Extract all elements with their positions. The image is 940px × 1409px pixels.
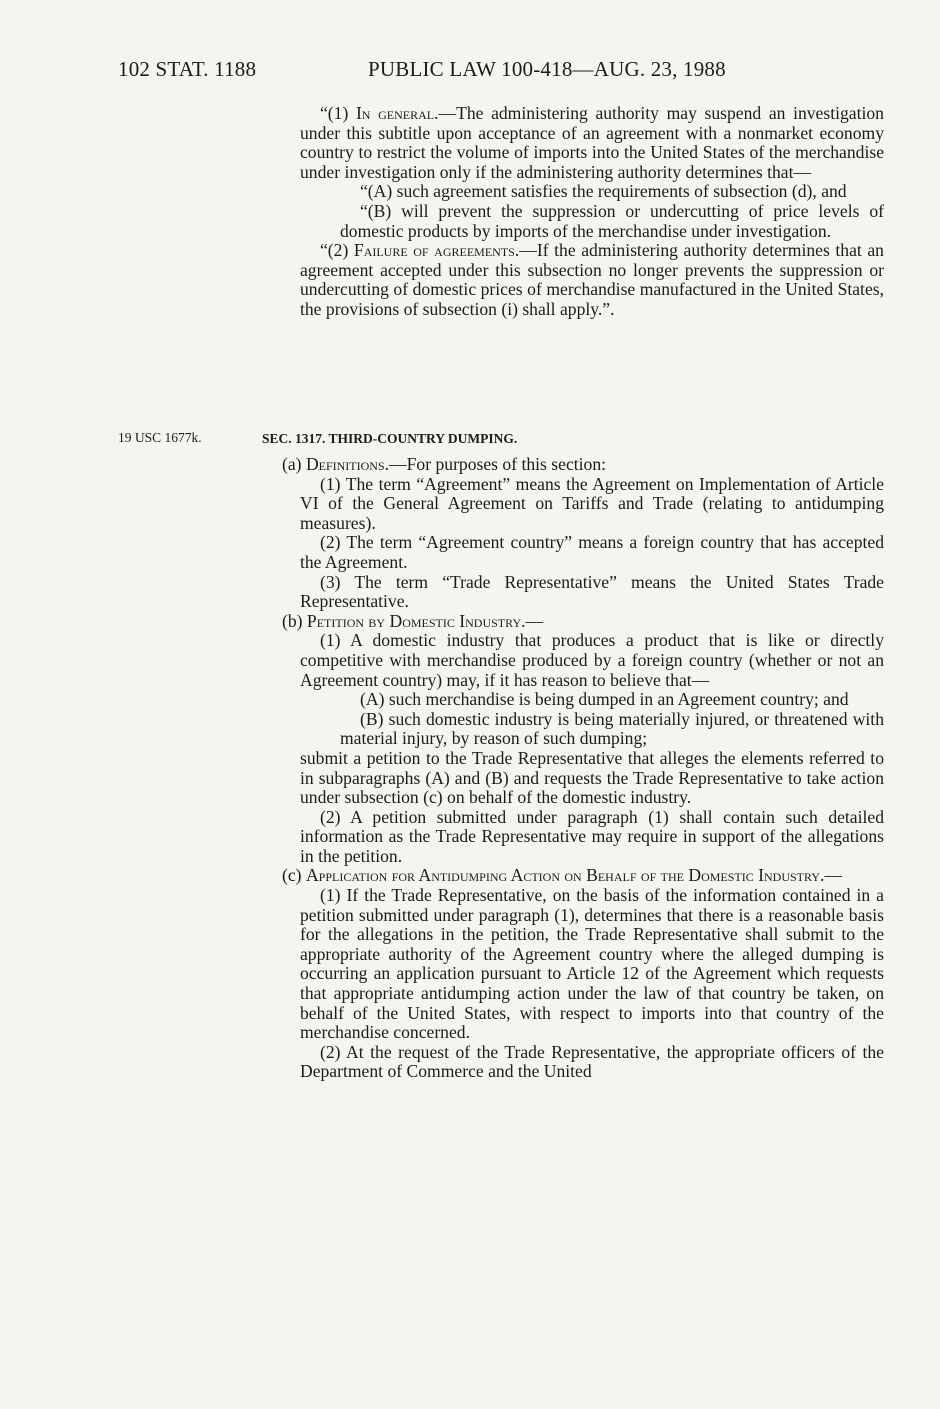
paragraph-text: “(B) will prevent the suppression or undercutting of price levels of domestic products by imports of the merchandise under investigation. — [340, 200, 884, 241]
paragraph-text: (A) such merchandise is being dumped in an Agreement country; and — [360, 689, 849, 710]
paragraph — [300, 533, 884, 572]
paragraph-number: (a) — [282, 454, 306, 474]
paragraph — [300, 1043, 884, 1082]
paragraph-text: (1) If the Trade Representative, on the basis of the information contained in a petition submitted under paragraph (1), determines that there is a reasonable basis for the allegations in the petition, the Trade Representative shall submit to the appropriate authority of the Agreement country where the alleged dumping is occurring an application pursuant to Article 12 of the Agreement which requests that appropriate antidumping action under the law of that country be taken, on behalf of the United States, with respect to imports into that country of the merchandise concerned. — [300, 885, 884, 1043]
paragraph-heading: In general. — [355, 103, 439, 123]
continued-provision-text — [300, 104, 884, 320]
section-heading: SEC. 1317. THIRD-COUNTRY DUMPING. — [262, 431, 518, 446]
paragraph-text: “(A) such agreement satisfies the requirements of subsection (d), and — [360, 181, 847, 202]
paragraph — [300, 631, 884, 690]
paragraph — [300, 475, 884, 534]
paragraph-text: submit a petition to the Trade Representative that alleges the elements referred to in subparagraphs (A) and (B) and requests the Trade Representative to take action under subsection (c) on behalf of the domestic industry. — [300, 747, 884, 808]
paragraph-heading: Definitions. — [305, 454, 390, 474]
paragraph-heading: Application for Antidumping Action on Behalf of the Domestic Industry. — [305, 865, 825, 886]
paragraph — [300, 241, 884, 319]
paragraph — [300, 202, 884, 241]
paragraph — [300, 104, 884, 182]
paragraph — [262, 455, 884, 475]
paragraph-number: (b) — [282, 610, 307, 631]
paragraph-heading: Failure of agreements. — [353, 240, 520, 261]
paragraph-number: “(2) — [320, 240, 354, 261]
usc-margin-note: 19 USC 1677k. — [118, 430, 202, 445]
paragraph — [300, 710, 884, 749]
paragraph-text: (2) A petition submitted under paragraph (1) shall contain such detailed information as the Trade Representative may require in support of the allegations in the petition. — [300, 806, 884, 866]
paragraph-text: (B) such domestic industry is being materially injured, or threatened with material injury, by reason of such dumping; — [340, 708, 884, 749]
section-1317-text — [282, 454, 884, 1082]
statute-page-number: 102 STAT. 1188 — [118, 57, 257, 81]
paragraph-text: (3) The term “Trade Representative” means the United States Trade Representative. — [300, 571, 884, 612]
paragraph — [300, 182, 884, 202]
public-law-title: PUBLIC LAW 100-418—AUG. 23, 1988 — [368, 57, 726, 81]
paragraph-text: — — [824, 865, 843, 886]
paragraph-number: “(1) — [320, 103, 356, 123]
paragraph — [300, 808, 884, 867]
paragraph — [300, 573, 884, 612]
paragraph-text: —For purposes of this section: — [389, 454, 607, 474]
paragraph-text: (1) The term “Agreement” means the Agreement on Implementation of Article VI of the General Agreement on Tariffs and Trade (relating to antidumping measures). — [300, 473, 884, 533]
paragraph — [300, 886, 884, 1043]
paragraph-text: —The administering authority may suspend an investigation under this subtitle upon acceptance of an agreement with a nonmarket economy country to restrict the volume of imports into the United States of the merchandise under investigation only if the administering authority determines that— — [300, 103, 884, 182]
paragraph-text: (2) At the request of the Trade Representative, the appropriate officers of the Department of Commerce and the United — [300, 1041, 884, 1082]
paragraph — [262, 612, 884, 632]
paragraph — [300, 749, 884, 808]
paragraph-text: —If the administering authority determines that an agreement accepted under this subsection no longer prevents the suppression or undercutting of domestic prices of merchandise manufactured in the United States, the provisions of subsection (i) shall apply.”. — [300, 240, 884, 319]
paragraph-heading: Petition by Domestic Industry. — [306, 610, 526, 631]
paragraph-text: (2) The term “Agreement country” means a foreign country that has accepted the Agreement. — [300, 532, 884, 572]
paragraph-number: (c) — [282, 865, 306, 886]
paragraph-text: — — [525, 610, 544, 631]
paragraph-text: (1) A domestic industry that produces a product that is like or directly competitive with merchandise produced by a foreign country (whether or not an Agreement country) may, if it has reason to believe that— — [300, 630, 884, 690]
paragraph — [262, 866, 884, 886]
paragraph — [300, 690, 884, 710]
